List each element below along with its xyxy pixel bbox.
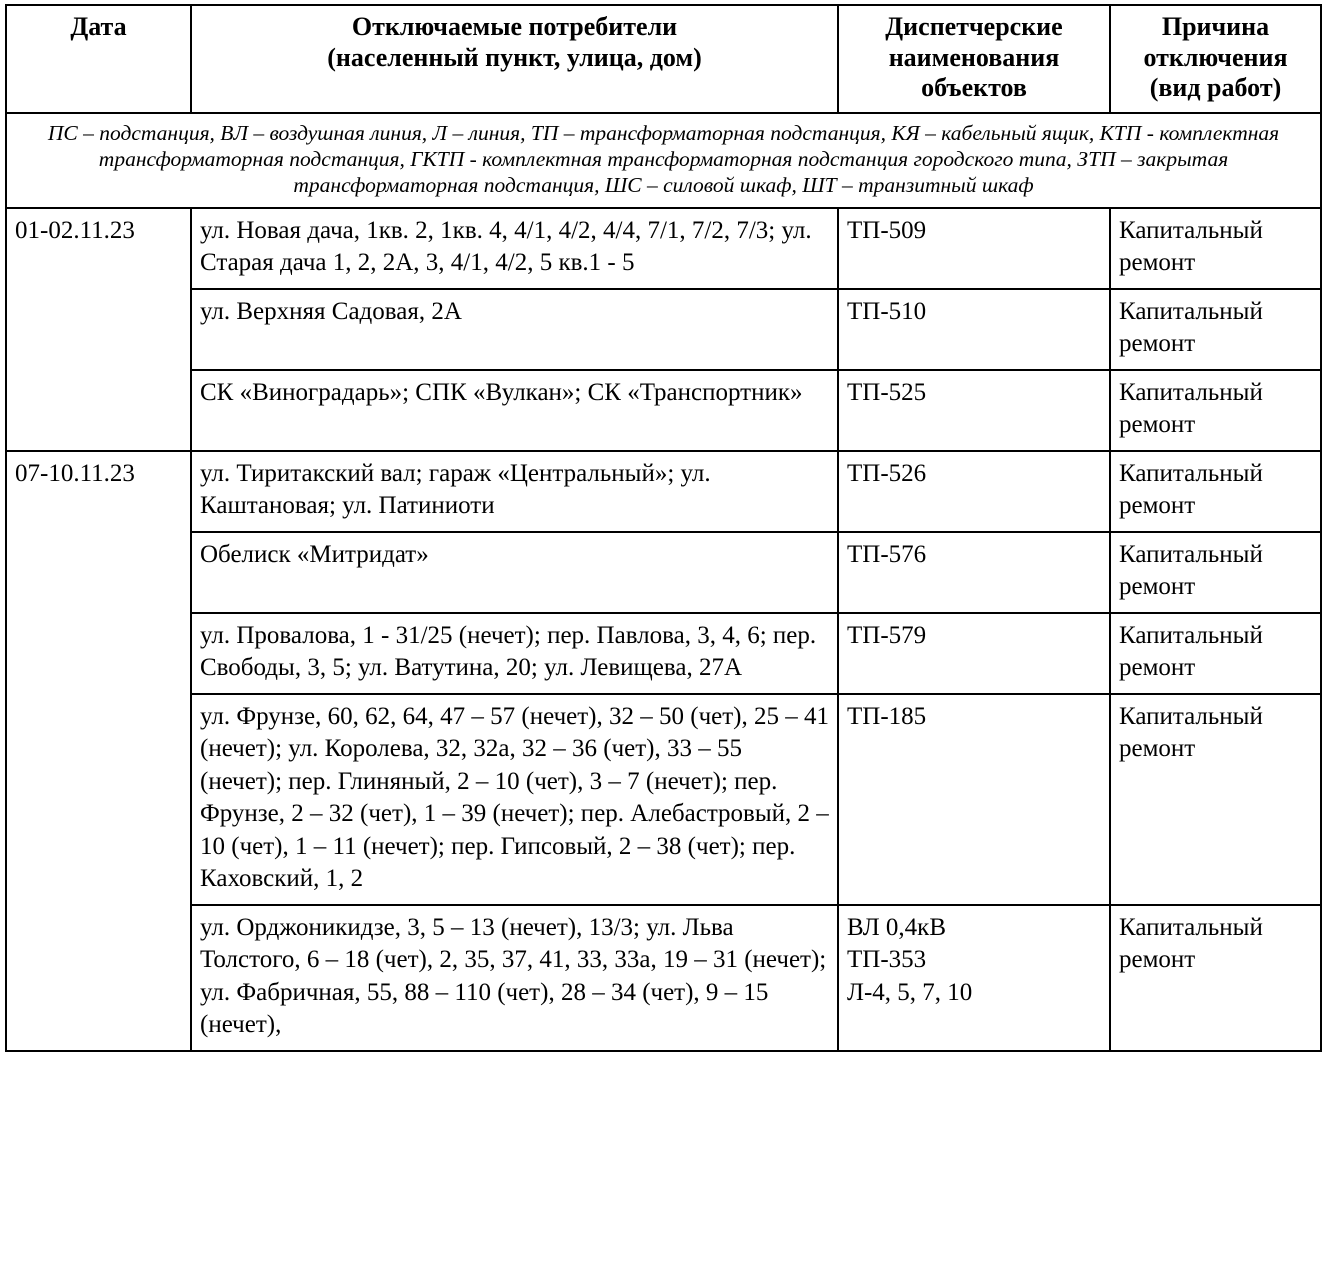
objects-cell (838, 694, 1110, 905)
object-name: ТП-509 (847, 216, 927, 244)
reason-cell: Капитальный ремонт (1110, 208, 1321, 289)
table-header (6, 5, 1321, 113)
object-name: ТП-510 (847, 297, 927, 325)
table-row (6, 905, 1321, 1051)
header-row (6, 5, 1321, 113)
objects-cell (838, 208, 1110, 289)
objects-cell (838, 451, 1110, 532)
outage-schedule-table (5, 4, 1322, 1052)
table-row (6, 289, 1321, 370)
reason-cell: Капитальный ремонт (1110, 613, 1321, 694)
reason-cell: Капитальный ремонт (1110, 370, 1321, 451)
objects-cell (838, 289, 1110, 370)
reason-cell: Капитальный ремонт (1110, 451, 1321, 532)
reason-cell: Капитальный ремонт (1110, 532, 1321, 613)
consumers-cell: ул. Верхняя Садовая, 2А (191, 289, 838, 370)
header-date: Дата (6, 5, 191, 113)
reason-cell: Капитальный ремонт (1110, 694, 1321, 905)
objects-cell (838, 905, 1110, 1051)
abbreviations-legend: ПС – подстанция, ВЛ – воздушная линия, Л – линия, ТП – трансформаторная подстанция, КЯ – кабельный ящик, КТП - комплектная трансформаторная подстанция, ГКТП - комплектная трансформаторная подстанция городского типа, ЗТП – закрытая трансформаторная подстанция, ШС – силовой шкаф, ШТ – транзитный шкаф (6, 113, 1321, 208)
table-row (6, 694, 1321, 905)
objects-cell (838, 532, 1110, 613)
reason-cell: Капитальный ремонт (1110, 905, 1321, 1051)
table-row (6, 613, 1321, 694)
header-consumers: Отключаемые потребители (населенный пункт, улица, дом) (191, 5, 838, 113)
table-row (6, 532, 1321, 613)
object-name: ТП-576 (847, 540, 927, 568)
table-row (6, 451, 1321, 532)
object-name: Л-4, 5, 7, 10 (847, 978, 973, 1006)
consumers-cell: Обелиск «Митридат» (191, 532, 838, 613)
object-name: ТП-526 (847, 459, 927, 487)
consumers-cell: ул. Орджоникидзе, 3, 5 – 13 (нечет), 13/3; ул. Льва Толстого, 6 – 18 (чет), 2, 35, 37, 41, 33, 33а, 19 – 31 (нечет); ул. Фабричная, 55, 88 – 110 (чет), 28 – 34 (чет), 9 – 15 (нечет), (191, 905, 838, 1051)
objects-cell (838, 370, 1110, 451)
object-name: ТП-525 (847, 378, 927, 406)
object-name: ТП-353 (847, 946, 927, 974)
table-row (6, 208, 1321, 289)
consumers-cell: ул. Фрунзе, 60, 62, 64, 47 – 57 (нечет), 32 – 50 (чет), 25 – 41 (нечет); ул. Королева, 32, 32а, 32 – 36 (чет), 33 – 55 (нечет); пер. Глиняный, 2 – 10 (чет), 3 – 7 (нечет); пер. Фрунзе, 2 – 32 (чет), 1 – 39 (нечет); пер. Алебастровый, 2 – 10 (чет), 1 – 11 (нечет); пер. Гипсовый, 2 – 38 (чет); пер. Каховский, 1, 2 (191, 694, 838, 905)
reason-cell: Капитальный ремонт (1110, 289, 1321, 370)
date-cell: 01-02.11.23 (6, 208, 191, 451)
legend-row (6, 113, 1321, 208)
table-row (6, 370, 1321, 451)
table-body (6, 113, 1321, 1051)
consumers-cell: СК «Виноградарь»; СПК «Вулкан»; СК «Транспортник» (191, 370, 838, 451)
objects-cell (838, 613, 1110, 694)
consumers-cell: ул. Тиритакский вал; гараж «Центральный»; ул. Каштановая; ул. Патиниоти (191, 451, 838, 532)
object-name: ТП-579 (847, 621, 927, 649)
document-page (0, 4, 1325, 1052)
object-name: ТП-185 (847, 702, 927, 730)
consumers-cell: ул. Провалова, 1 - 31/25 (нечет); пер. Павлова, 3, 4, 6; пер. Свободы, 3, 5; ул. Ватутина, 20; ул. Левищева, 27А (191, 613, 838, 694)
object-name: ВЛ 0,4кВ (847, 913, 946, 941)
header-objects: Диспетчерские наименования объектов (838, 5, 1110, 113)
header-reason: Причина отключения (вид работ) (1110, 5, 1321, 113)
consumers-cell: ул. Новая дача, 1кв. 2, 1кв. 4, 4/1, 4/2, 4/4, 7/1, 7/2, 7/3; ул. Старая дача 1, 2, 2А, 3, 4/1, 4/2, 5 кв.1 - 5 (191, 208, 838, 289)
date-cell: 07-10.11.23 (6, 451, 191, 1051)
